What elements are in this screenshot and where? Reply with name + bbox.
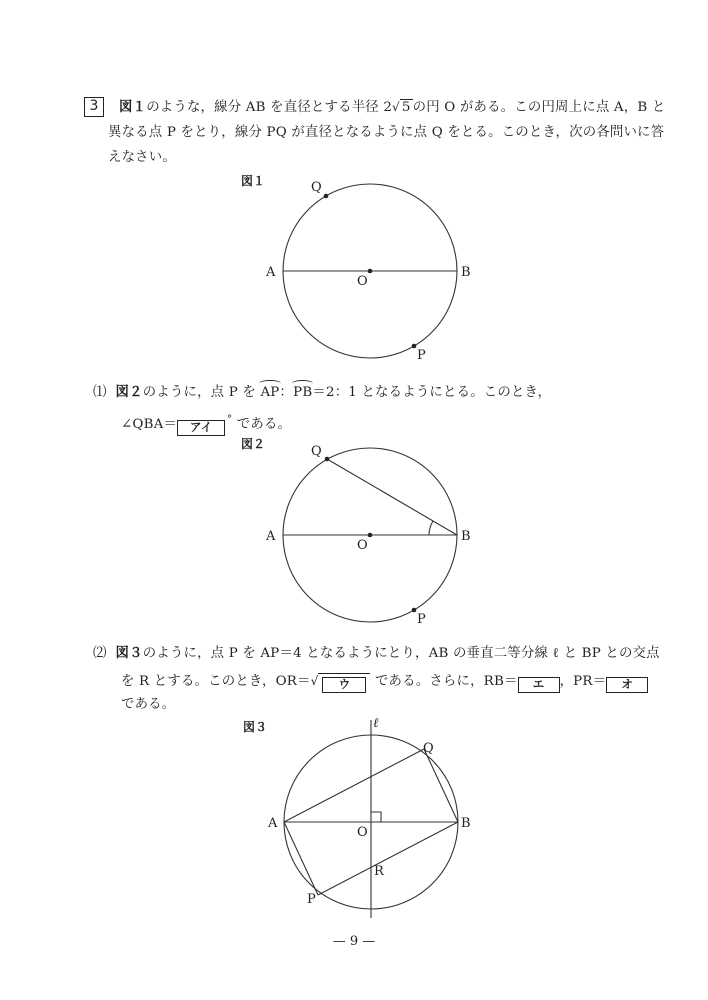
figure-2-point-q — [325, 457, 330, 462]
figure-2-point-o — [368, 533, 373, 538]
part-2-line-3: である。 — [121, 697, 176, 712]
part-text: ，PR＝ — [559, 674, 607, 689]
problem-line-3: えなさい。 — [108, 150, 176, 165]
sqrt-value: 5 — [401, 100, 411, 115]
part-text: のように，点 P を — [142, 385, 256, 400]
figure-2-label-a: A — [266, 529, 276, 544]
figure-ref: 図２ — [115, 385, 143, 400]
figure-3-label-a: A — [268, 816, 278, 831]
problem-text: の円 O がある。この円周上に点 A，B と — [412, 100, 666, 115]
figure-1-label-p: P — [417, 348, 426, 363]
figure-1-label-o: O — [357, 274, 368, 289]
part-text: ∠QBA＝ — [121, 417, 178, 432]
part-text: である。さらに，RB＝ — [374, 674, 518, 689]
figure-1-label-a: A — [266, 265, 276, 280]
answer-box-e[interactable]: エ — [518, 677, 560, 693]
answer-box-o[interactable]: オ — [606, 677, 648, 693]
figure-1-point-q — [324, 194, 329, 199]
figure-1-point-p — [412, 344, 417, 349]
figure-1-label-b: B — [461, 265, 471, 280]
problem-number: 3 — [84, 97, 104, 117]
part-number: ⑵ — [93, 646, 107, 661]
figure-2-label-o: O — [357, 538, 368, 553]
figure-1-point-o — [368, 269, 373, 274]
figure-ref: 図１ — [119, 100, 147, 115]
figure-3-label-l: ℓ — [373, 716, 379, 731]
figure-2-segment-qb — [327, 459, 457, 535]
part-2-line-2: を R とする。このとき，OR＝√ ウ である。さらに，RB＝ エ ，PR＝ オ — [121, 671, 648, 693]
degree-sign: ° — [227, 414, 233, 425]
figure-3-label-q: Q — [423, 741, 434, 756]
answer-box-ai[interactable]: アイ — [177, 420, 225, 436]
figure-1-label-q: Q — [311, 180, 322, 195]
figure-3-right-angle-mark — [371, 812, 381, 822]
part-text: ＝2：1 となるようにとる。このとき， — [312, 385, 552, 400]
figure-ref: 図３ — [115, 646, 143, 661]
part-text: のように，点 P を AP＝4 となるようにとり，AB の垂直二等分線 ℓ と BP との交点 — [142, 646, 660, 661]
problem-text: のような，線分 AB を直径とする半径 2 — [146, 100, 393, 115]
part-number: ⑴ — [93, 385, 107, 400]
figure-3-segment-bp — [318, 822, 458, 895]
figure-2-label-p: P — [417, 612, 426, 627]
figure-3-segment-qb — [424, 749, 458, 822]
problem-line-2: 異なる点 P をとり，線分 PQ が直径となるように点 Q をとる。このとき，次の各問いに答 — [108, 125, 665, 140]
figure-3-segment-pa — [284, 822, 318, 895]
figure-2-point-p — [412, 608, 417, 613]
part-text: である。 — [236, 417, 292, 432]
arc-ap: AP — [260, 383, 279, 403]
problem-line-1: 図１のような，線分 AB を直径とする半径 2√ 5 の円 O がある。この円周上に点 A，B と — [119, 100, 666, 115]
figure-3-label: 図３ — [243, 720, 268, 734]
figure-2-label: 図２ — [241, 437, 266, 451]
figure-3-label-p: P — [307, 892, 316, 907]
figure-2-angle-mark — [429, 521, 433, 535]
figure-1-label: 図１ — [241, 174, 266, 188]
arc-pb: PB — [293, 383, 312, 403]
answer-box-u[interactable]: ウ — [322, 677, 366, 693]
figure-3-segment-aq — [284, 749, 424, 822]
figure-2-label-b: B — [461, 529, 471, 544]
colon: ： — [279, 385, 294, 400]
figure-3-label-r: R — [374, 864, 384, 879]
figure-3-label-b: B — [461, 816, 471, 831]
figure-3-label-o: O — [357, 825, 368, 840]
figure-2-label-q: Q — [311, 444, 322, 459]
page-number: — 9 — — [332, 934, 376, 949]
part-text: を R とする。このとき，OR＝ — [121, 674, 311, 689]
